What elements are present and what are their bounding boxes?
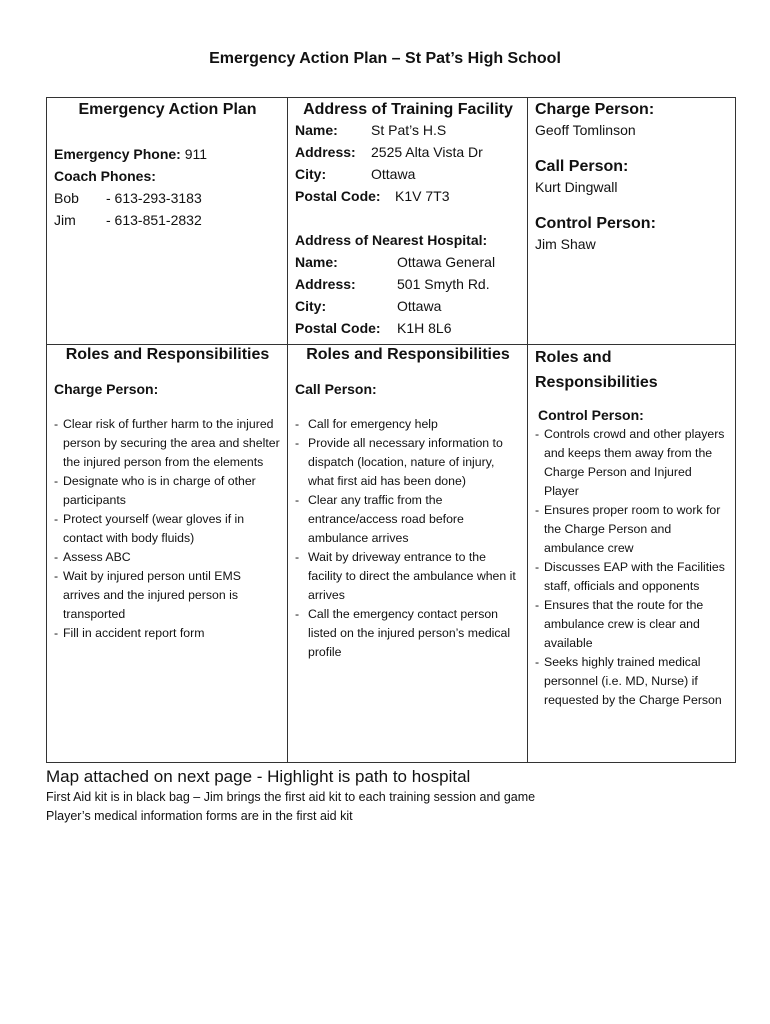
dash-bullet: - [54,569,59,583]
charge-roles-subheading: Charge Person: [54,381,159,397]
dash-bullet: - [535,427,540,441]
dash-bullet: - [295,417,300,431]
role-item-text: Call the emergency contact person listed on the injured person’s medical profile [308,607,511,659]
role-item-text: Ensures that the route for the ambulance crew is clear and available [544,598,704,650]
control-roles-cell [528,345,736,763]
control-roles-subheading: Control Person: [538,407,644,423]
role-item-text: Fill in accident report form [63,626,205,640]
role-item [535,558,729,596]
coach-phones-label: Coach Phones: [54,168,156,184]
role-item-text: Wait by injured person until EMS arrives and the injured person is transported [63,569,241,621]
hospital-postal-label: Postal Code: [295,320,381,336]
role-item [54,472,281,510]
training-facility-heading: Address of Training Facility [303,101,513,118]
facility-address: 2525 Alta Vista Dr [371,144,483,160]
role-item-text: Designate who is in charge of other participants [63,474,256,507]
call-roles-cell [288,345,528,763]
role-item-text: Clear risk of further harm to the injured person by securing the area and shelter the injured person from the elements [63,417,280,469]
dash-bullet: - [54,550,59,564]
hospital-name-label: Name: [295,254,338,270]
role-item-text: Ensures proper room to work for the Charge Person and ambulance crew [544,503,721,555]
role-item-text: Clear any traffic from the entrance/access road before ambulance arrives [308,493,464,545]
role-item-text: Provide all necessary information to dispatch (location, nature of injury, what first aid has been done) [308,436,503,488]
role-item-text: Protect yourself (wear gloves if in contact with body fluids) [63,512,245,545]
emergency-phone-label: Emergency Phone: [54,146,181,162]
roles-heading: Roles and Responsibilities [306,346,510,363]
first-aid-note: First Aid kit is in black bag – Jim brings the first aid kit to each training session and game [46,790,536,804]
emergency-plan-heading: Emergency Action Plan [78,101,257,118]
hospital-name: Ottawa General [397,254,496,270]
roles-heading-line: Responsibilities [535,374,658,391]
hospital-city-label: City: [295,298,327,314]
role-item [295,434,521,491]
footer-notes [46,766,535,826]
role-item [54,510,281,548]
dash-bullet: - [535,598,540,612]
role-item [535,425,729,501]
charge-roles-list [54,415,281,643]
roles-heading [535,345,729,395]
facility-city: Ottawa [371,166,416,182]
hospital-address: 501 Smyth Rd. [397,276,490,292]
role-item-text: Assess ABC [63,550,131,564]
eap-table [46,97,736,763]
dash-bullet: - [535,503,540,517]
facility-postal: K1V 7T3 [395,188,450,204]
hospital-heading: Address of Nearest Hospital: [295,232,488,248]
coach-name: Bob [54,190,79,206]
role-item-text: Controls crowd and other players and keeps them away from the Charge Person and Injured Player [544,427,725,498]
control-person-heading: Control Person: [535,215,656,232]
dash-bullet: - [295,607,300,621]
role-item-text: Seeks highly trained medical personnel (i.e. MD, Nurse) if requested by the Charge Person [544,655,722,707]
coach-name: Jim [54,212,76,228]
roles-heading: Roles and Responsibilities [65,346,270,363]
contact-persons-cell [528,98,736,345]
control-person-name: Jim Shaw [535,236,596,252]
coach-row [54,187,281,209]
role-item-text: Call for emergency help [308,417,438,431]
call-person-name: Kurt Dingwall [535,179,618,195]
roles-heading-line: Roles and [535,349,612,366]
facility-name-label: Name: [295,122,338,138]
dash-bullet: - [535,655,540,669]
emergency-phone-value: 911 [184,146,208,162]
medical-forms-note: Player’s medical information forms are in the first aid kit [46,809,353,823]
dash-bullet: - [54,512,59,526]
call-roles-subheading: Call Person: [295,381,377,397]
dash-bullet: - [295,493,300,507]
role-item-text: Discusses EAP with the Facilities staff, officials and opponents [544,560,725,593]
facility-name: St Pat’s H.S [371,122,447,138]
training-facility-cell [288,98,528,345]
role-item [295,605,521,662]
role-item [295,548,521,605]
role-item [295,415,521,434]
hospital-city: Ottawa [397,298,442,314]
coach-row [54,209,281,231]
dash-bullet: - [54,417,59,431]
coach-phone: - 613-851-2832 [106,212,202,228]
role-item [54,567,281,624]
dash-bullet: - [54,626,59,640]
emergency-phone [54,143,281,165]
charge-person-heading: Charge Person: [535,101,655,118]
control-roles-list [535,425,729,710]
hospital-address-label: Address: [295,276,356,292]
call-person-heading: Call Person: [535,158,629,175]
role-item-text: Wait by driveway entrance to the facility to direct the ambulance when it arrives [308,550,516,602]
call-roles-list [295,415,521,662]
charge-roles-cell [47,345,288,763]
role-item [295,491,521,548]
role-item [535,501,729,558]
dash-bullet: - [54,474,59,488]
dash-bullet: - [295,436,300,450]
role-item [535,653,729,710]
dash-bullet: - [535,560,540,574]
coach-phone: - 613-293-3183 [106,190,202,206]
hospital-postal: K1H 8L6 [397,320,452,336]
role-item [54,415,281,472]
emergency-plan-cell [47,98,288,345]
facility-postal-label: Postal Code: [295,188,381,204]
facility-city-label: City: [295,166,327,182]
map-note: Map attached on next page - Highlight is path to hospital [46,767,471,786]
facility-address-label: Address: [295,144,356,160]
contacts-row [47,98,736,345]
charge-person-name: Geoff Tomlinson [535,122,636,138]
page-title: Emergency Action Plan – St Pat’s High School [209,50,561,67]
role-item [535,596,729,653]
role-item [54,548,281,567]
roles-row [47,345,736,763]
role-item [54,624,281,643]
dash-bullet: - [295,550,300,564]
